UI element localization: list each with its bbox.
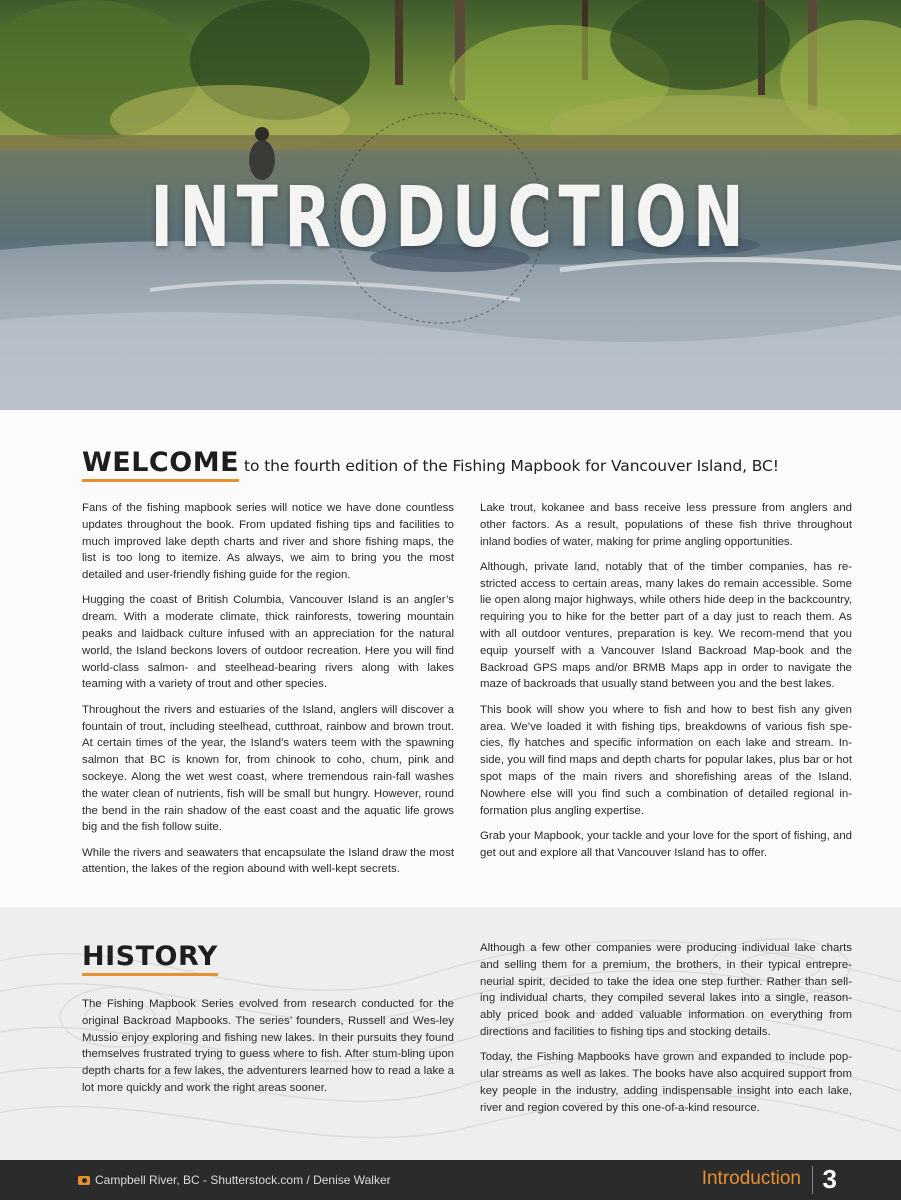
photo-credit-text: Campbell River, BC - Shutterstock.com / Denise Walker — [95, 1173, 391, 1187]
page-number: 3 — [822, 1164, 837, 1194]
history-heading: HISTORY — [82, 942, 218, 976]
history-section — [82, 940, 852, 1125]
photo-credit — [78, 1173, 391, 1187]
paragraph: Although a few other companies were producing individual lake charts and selling them for a premium, the brothers, in their typical entrepre-neurial spirit, decided to take the idea one step further. Rather than sell-ing individual charts, they compiled several lakes into a single, reason-ably priced book and added valuable information on everything from directions and facilities to fishing tips and stocking details. — [480, 942, 852, 1038]
paragraph: Grab your Mapbook, your tackle and your love for the sport of fishing, and get out and explore all that Vancouver Island has to offer. — [480, 829, 852, 859]
welcome-heading: WELCOME — [82, 448, 239, 482]
hero-photo — [0, 0, 901, 410]
paragraph: Today, the Fishing Mapbooks have grown and expanded to include pop-ular streams as well as lakes. The books have also acquired support from key people in the industry, adding indispensable insight into each lake, river and region covered by this one-of-a-kind resource. — [480, 1051, 852, 1114]
section-name: Introduction — [701, 1168, 801, 1189]
camera-icon — [78, 1176, 90, 1185]
welcome-subheading: to the fourth edition of the Fishing Mapbook for Vancouver Island, BC! — [244, 457, 779, 475]
welcome-columns — [82, 500, 852, 887]
paragraph: The Fishing Mapbook Series evolved from research conducted for the original Backroad Mapbooks. The series’ founders, Russell and Wes-ley Mussio enjoy exploring and fishing new lakes. In their pursuits they found themselves frustrated trying to guess where to fish. After stum-bling upon depth charts for a few lakes, the adventurers learned how to read a lake a lot more quickly and work the right areas sooner. — [82, 998, 454, 1094]
paragraph: Although, private land, notably that of the timber companies, has re-stricted access to certain areas, many lakes do remain accessible. Some lie open along major highways, while others hide deep in the backcountry, requiring you to hike for the better part of a day just to reach them. As with all outdoor ventures, preparation is key. We recom-mend that you equip yourself with a Vancouver Island Backroad Map-book and the Backroad GPS maps and/or BRMB Maps app in order to navigate the maze of backroads that usually stand between you and the best lakes. — [480, 560, 852, 691]
paragraph: Throughout the rivers and estuaries of the Island, anglers will discover a fountain of trout, including steelhead, cutthroat, rainbow and brown trout. At certain times of the year, the Island’s waters teem with the spawning salmon that BC is known for, from chinook to coho, chum, pink and sockeye. Along the wet west coast, where tremendous rain-fall washes the water clean of nutrients, fish will be small but hungry. However, round the bend in the rain shadow of the east coast and the aquatic life grows big and the fish follow suite. — [82, 703, 454, 834]
paragraph: This book will show you where to fish and how to best fish any given area. We’ve loaded it with fishing tips, breakdowns of various fish spe-cies, fly hatches and specific information on each lake and stream. In-side, you will find maps and depth charts for popular lakes, plus bar or hot spot maps of the main rivers and shorefishing areas of the Island. Nowhere else will you find such a combination of detailed regional in-formation plus angling expertise. — [480, 703, 852, 817]
page-footer — [0, 1160, 901, 1200]
footer-divider — [812, 1166, 813, 1194]
paragraph: Hugging the coast of British Columbia, Vancouver Island is an angler’s dream. With a moderate climate, thick rainforests, towering mountain peaks and laidback culture infused with an appreciation for the natural world, the Island beckons lovers of outdoor recreation. Here you will find world-class salmon- and steelhead-bearing rivers along with lakes teaming with a variety of trout and other species. — [82, 594, 454, 691]
page-title: INTRODUCTION — [150, 168, 751, 266]
history-columns — [82, 940, 852, 1125]
welcome-left-column — [82, 500, 454, 887]
history-right-column — [480, 940, 852, 1125]
welcome-section — [82, 448, 852, 887]
history-left-column — [82, 940, 454, 1125]
paragraph: Lake trout, kokanee and bass receive less pressure from anglers and other factors. As a result, populations of these fish thrive throughout inland bodies of water, making for prime angling opportunities. — [480, 502, 852, 548]
welcome-right-column — [480, 500, 852, 887]
welcome-header — [82, 448, 852, 482]
paragraph: While the rivers and seawaters that encapsulate the Island draw the most attention, the lakes of the region abound with well-kept secrets. — [82, 846, 454, 876]
paragraph: Fans of the fishing mapbook series will notice we have done countless updates throughout the book. From updated fishing tips and facilities to much improved lake depth charts and river and shore fishing maps, the list is too long to itemize. As always, we aim to bring you the most detailed and user-friendly fishing guide for the region. — [82, 502, 454, 582]
